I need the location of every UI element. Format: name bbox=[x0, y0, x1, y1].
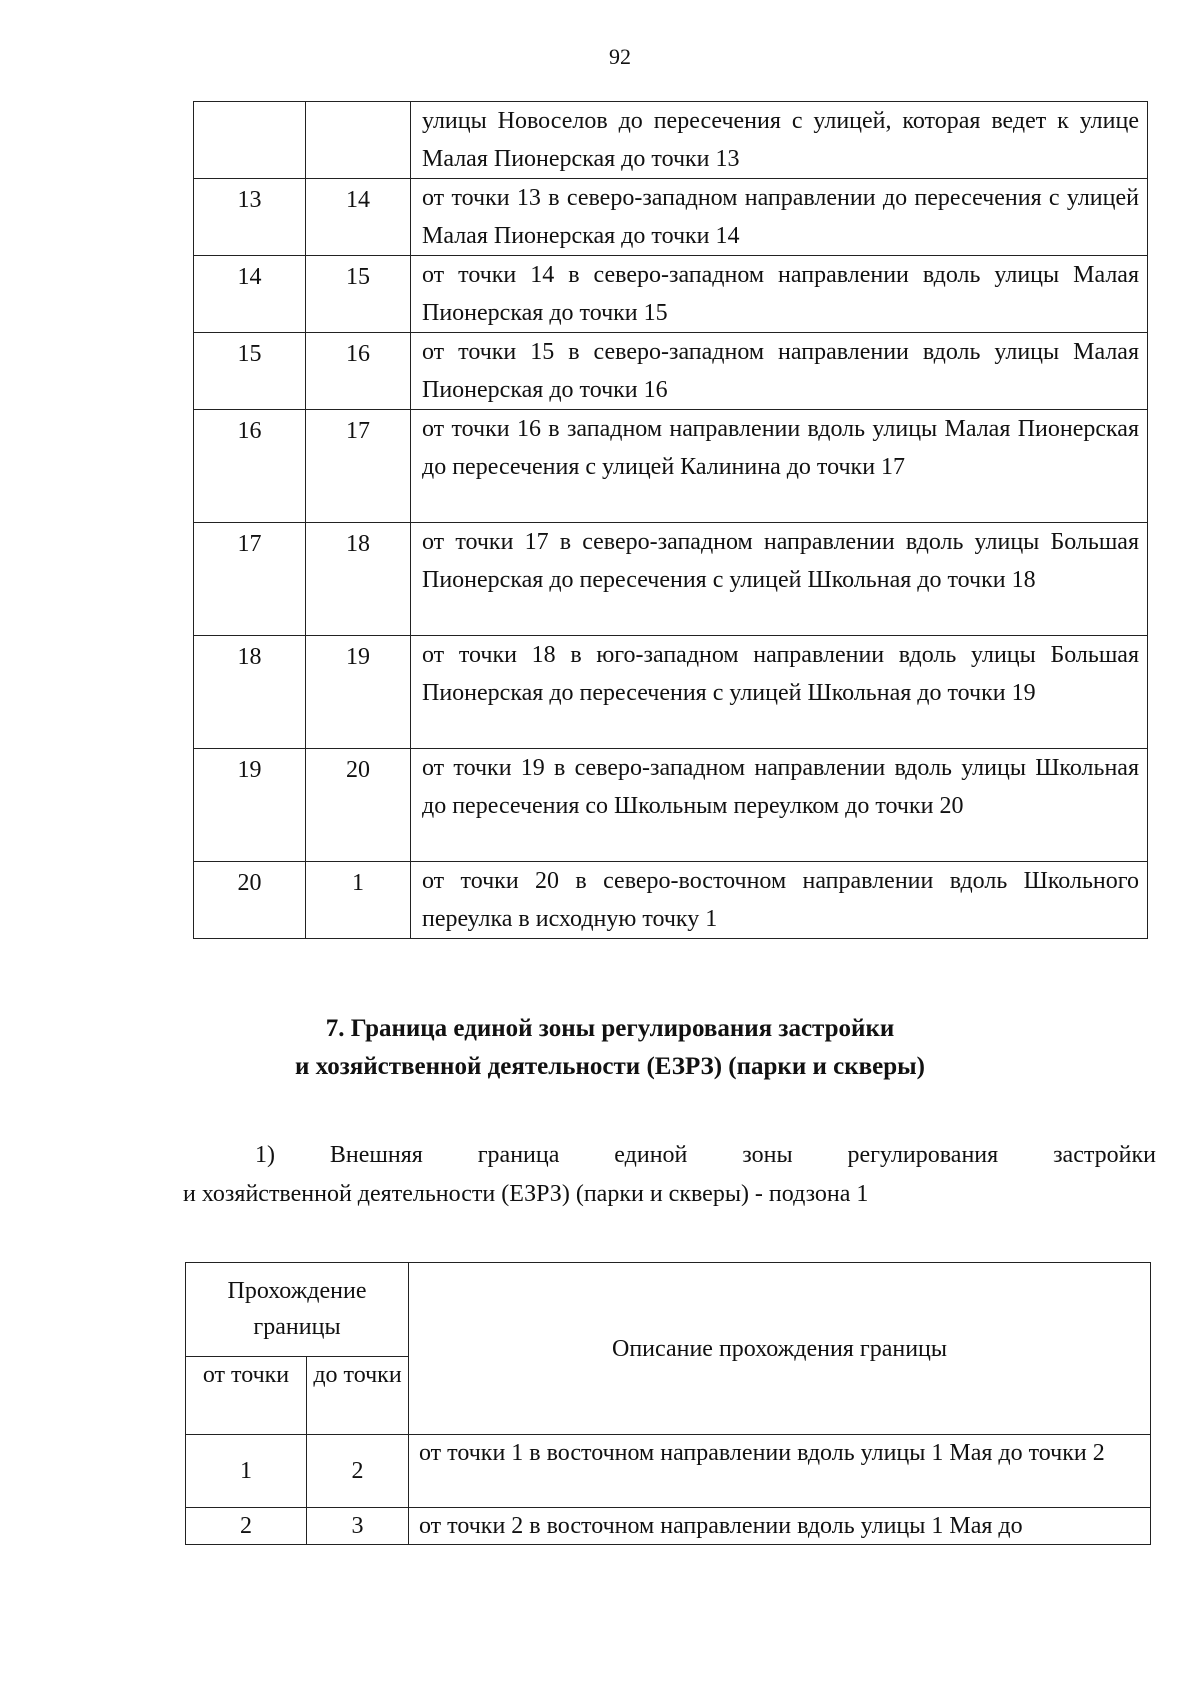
to-point-cell: 16 bbox=[306, 333, 411, 410]
from-point-cell: 18 bbox=[194, 636, 306, 749]
description-cell: от точки 17 в северо-западном направлении вдоль улицы Большая Пионерская до пересечения с улицей Школьная до точки 18 bbox=[411, 523, 1148, 636]
from-point-cell: 14 bbox=[194, 256, 306, 333]
table-row bbox=[194, 862, 1148, 939]
table-row bbox=[194, 523, 1148, 636]
from-point-cell: 15 bbox=[194, 333, 306, 410]
description-cell: от точки 14 в северо-западном направлении вдоль улицы Малая Пионерская до точки 15 bbox=[411, 256, 1148, 333]
boundary-table-ezrz bbox=[185, 1262, 1151, 1545]
header-from-point: от точки bbox=[186, 1357, 307, 1435]
header-description: Описание прохождения границы bbox=[409, 1263, 1151, 1435]
from-point-cell: 19 bbox=[194, 749, 306, 862]
from-point-cell: 16 bbox=[194, 410, 306, 523]
to-point-cell: 3 bbox=[307, 1508, 409, 1545]
table-row bbox=[186, 1435, 1151, 1508]
table-row bbox=[194, 410, 1148, 523]
section-heading bbox=[0, 1010, 1200, 1086]
table-row bbox=[194, 179, 1148, 256]
table-row bbox=[194, 256, 1148, 333]
description-cell: от точки 13 в северо-западном направлении до пересечения с улицей Малая Пионерская до точки 14 bbox=[411, 179, 1148, 256]
boundary-table-continued bbox=[193, 101, 1148, 939]
description-cell: улицы Новоселов до пересечения с улицей, которая ведет к улице Малая Пионерская до точки 13 bbox=[411, 102, 1148, 179]
table-row bbox=[194, 333, 1148, 410]
description-cell: от точки 16 в западном направлении вдоль улицы Малая Пионерская до пересечения с улицей Калинина до точки 17 bbox=[411, 410, 1148, 523]
table-row bbox=[194, 636, 1148, 749]
description-cell: от точки 1 в восточном направлении вдоль улицы 1 Мая до точки 2 bbox=[409, 1435, 1151, 1508]
paragraph-line-1: 1) Внешняя граница единой зоны регулирования застройки bbox=[255, 1142, 1156, 1168]
from-point-cell: 2 bbox=[186, 1508, 307, 1545]
page-number: 92 bbox=[609, 44, 631, 69]
description-cell: от точки 15 в северо-западном направлении вдоль улицы Малая Пионерская до точки 16 bbox=[411, 333, 1148, 410]
description-cell: от точки 18 в юго-западном направлении вдоль улицы Большая Пионерская до пересечения с улицей Школьная до точки 19 bbox=[411, 636, 1148, 749]
description-cell: от точки 2 в восточном направлении вдоль улицы 1 Мая до bbox=[409, 1508, 1151, 1545]
from-point-cell: 1 bbox=[186, 1435, 307, 1508]
description-cell: от точки 19 в северо-западном направлении вдоль улицы Школьная до пересечения со Школьным переулком до точки 20 bbox=[411, 749, 1148, 862]
table-row bbox=[186, 1508, 1151, 1545]
to-point-cell: 1 bbox=[306, 862, 411, 939]
to-point-cell bbox=[306, 102, 411, 179]
section-title-line-1: 7. Граница единой зоны регулирования застройки bbox=[325, 1015, 895, 1042]
to-point-cell: 19 bbox=[306, 636, 411, 749]
section-title-line-2: и хозяйственной деятельности (ЕЗРЗ) (парки и скверы) bbox=[295, 1053, 925, 1080]
to-point-cell: 18 bbox=[306, 523, 411, 636]
table-header-row bbox=[186, 1263, 1151, 1357]
from-point-cell: 13 bbox=[194, 179, 306, 256]
from-point-cell: 20 bbox=[194, 862, 306, 939]
subzone-paragraph bbox=[183, 1136, 1156, 1214]
from-point-cell: 17 bbox=[194, 523, 306, 636]
paragraph-line-2: и хозяйственной деятельности (ЕЗРЗ) (парки и скверы) - подзона 1 bbox=[183, 1181, 869, 1207]
description-cell: от точки 20 в северо-восточном направлении вдоль Школьного переулка в исходную точку 1 bbox=[411, 862, 1148, 939]
to-point-cell: 20 bbox=[306, 749, 411, 862]
from-point-cell bbox=[194, 102, 306, 179]
table-row bbox=[194, 102, 1148, 179]
to-point-cell: 15 bbox=[306, 256, 411, 333]
to-point-cell: 14 bbox=[306, 179, 411, 256]
header-boundary-passage: Прохождение границы bbox=[186, 1263, 409, 1357]
to-point-cell: 2 bbox=[307, 1435, 409, 1508]
table-row bbox=[194, 749, 1148, 862]
to-point-cell: 17 bbox=[306, 410, 411, 523]
header-to-point: до точки bbox=[307, 1357, 409, 1435]
